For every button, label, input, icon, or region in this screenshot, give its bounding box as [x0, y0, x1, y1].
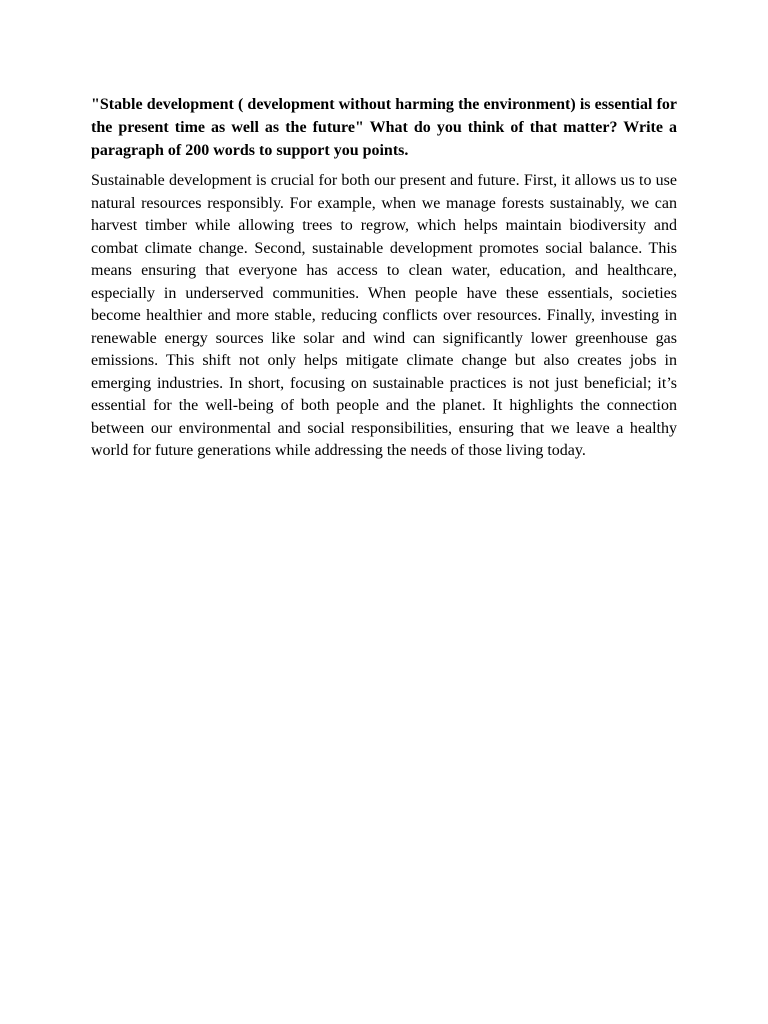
- essay-paragraph: Sustainable development is crucial for both our present and future. First, it allows us to use natural resources responsibly. For example, when we manage forests sustainably, we can harvest timber while allowing trees to regrow, which helps maintain biodiversity and combat climate change. Second, sustainable development promotes social balance. This means ensuring that everyone has access to clean water, education, and healthcare, especially in underserved communities. When people have these essentials, societies become healthier and more stable, reducing conflicts over resources. Finally, investing in renewable energy sources like solar and wind can significantly lower greenhouse gas emissions. This shift not only helps mitigate climate change but also creates jobs in emerging industries. In short, focusing on sustainable practices is not just beneficial; it’s essential for the well-being of both people and the planet. It highlights the connection between our environmental and social responsibilities, ensuring that we leave a healthy world for future generations while addressing the needs of those living today.: [91, 172, 677, 459]
- essay-prompt: "Stable development ( development without harming the environment) is essential for the present time as well as the future" What do you think of that matter? Write a paragraph of 200 words to support you points.: [91, 96, 677, 159]
- document-body: [91, 93, 677, 463]
